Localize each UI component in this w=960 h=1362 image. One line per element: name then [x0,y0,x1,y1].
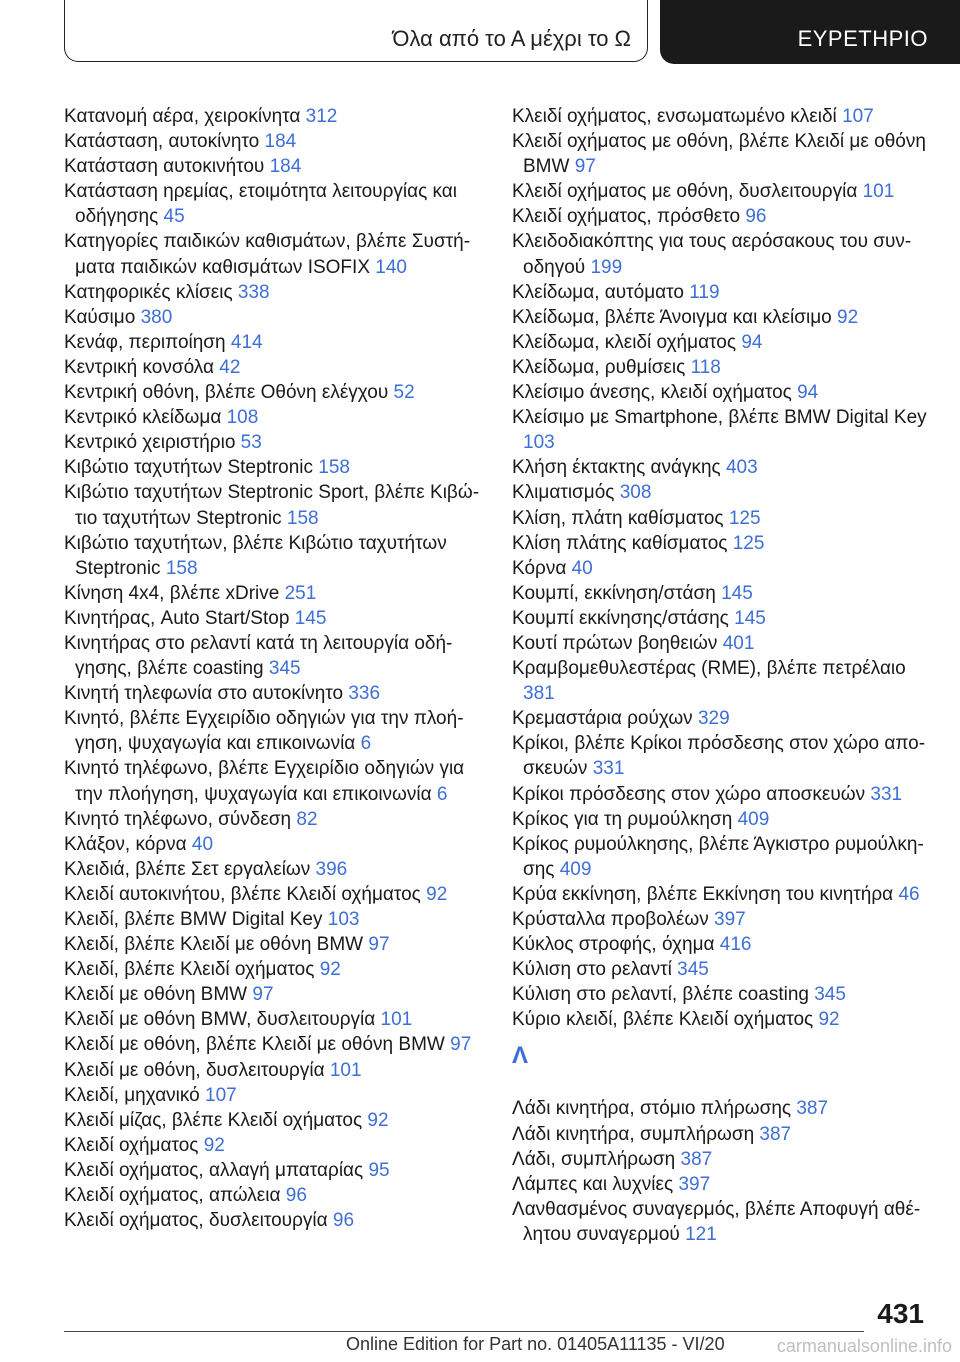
index-entry [64,606,494,631]
index-entry-text: Κινητό τηλέφωνο, βλέπε Εγχειρίδιο οδηγιών για την πλοήγηση, ψυχαγωγία και επικοινωνία [64,758,465,805]
index-column-left [64,104,494,1233]
footer-divider [64,1331,864,1332]
index-entry-text: Κλήση έκτακτης ανάγκης [512,457,721,479]
index-page-link[interactable]: 92 [818,1009,840,1031]
index-entry [512,832,942,882]
index-entry-text: Κλειδοδιακόπτης για τους αερόσακους του συνοδηγού [512,231,912,278]
index-entry-text: Κλειδί, βλέπε Κλειδί οχήματος [64,959,315,981]
index-entry [512,305,942,330]
index-entry [64,179,494,229]
index-entry-text: Κρύα εκκίνηση, βλέπε Εκκίνηση του κινητήρα [512,883,894,905]
index-page-link[interactable]: 145 [734,607,766,629]
index-entry-text: Κρίκος ρυμούλκησης, βλέπε Άγκιστρο ρυμούλκησης [512,833,924,880]
index-entry-text: Κλειδί οχήματος [64,1134,199,1156]
index-page-link[interactable]: 103 [327,909,360,930]
index-entry [64,480,494,530]
index-page-link[interactable]: 107 [842,106,874,127]
index-entry-text: Κεντρικό κλείδωμα [64,407,222,429]
index-page-link[interactable]: 345 [814,984,846,1006]
index-page-link[interactable]: 409 [559,858,592,880]
page-number: 431 [877,1298,924,1329]
index-page-link[interactable]: 53 [240,432,262,454]
index-entry-text: Κιβώτιο ταχυτήτων, βλέπε Κιβώτιο ταχυτήτων Steptronic [64,532,447,579]
index-entry [64,907,494,932]
index-entry [512,380,942,405]
index-entry [64,1208,494,1233]
index-page-link[interactable]: 97 [368,934,390,956]
index-entry-text: Κουτί πρώτων βοηθειών [512,632,718,654]
index-entry-text: Κινητό, βλέπε Εγχειρίδιο οδηγιών για την πλοήγηση, ψυχαγωγία και επικοινωνία [64,708,464,755]
index-page-link[interactable]: 329 [697,708,730,730]
index-page-link[interactable]: 336 [348,683,381,705]
index-page-link[interactable]: 145 [721,582,753,604]
index-entry-text: Κεντρική κονσόλα [64,356,214,378]
index-page-link[interactable]: 397 [678,1173,711,1195]
index-entry [512,882,942,907]
index-entry [512,1197,942,1247]
index-entry-text: Κατανομή αέρα, χειροκίνητα [64,106,301,127]
index-entry [512,179,942,204]
index-page-link[interactable]: 140 [375,256,407,278]
index-page-link[interactable]: 345 [268,658,301,680]
index-entry [512,1172,942,1197]
index-entry [512,204,942,229]
index-entry-text: Λανθασμένος συναγερμός, βλέπε Αποφυγή αθέλητου συναγερμού [512,1198,921,1245]
index-page-link[interactable]: 409 [737,808,770,830]
index-entry [64,1083,494,1108]
index-page-link[interactable]: 158 [286,507,319,529]
index-page-link[interactable]: 401 [722,632,755,654]
index-entry [64,882,494,907]
index-page-link[interactable]: 308 [619,482,652,504]
index-entry-text: Κύριο κλειδί, βλέπε Κλειδί οχήματος [512,1009,814,1031]
index-page-link[interactable]: 414 [230,331,263,353]
index-entry [64,129,494,154]
index-page-link[interactable]: 94 [741,331,763,353]
index-page-link[interactable]: 331 [592,758,625,780]
index-entry [64,380,494,405]
index-entry-text: Κατηφορικές κλίσεις [64,281,233,303]
index-entry-text: Λάδι κινητήρα, στόμιο πλήρωσης [512,1098,792,1120]
index-entry [512,1147,942,1172]
index-page-link[interactable]: 121 [685,1223,717,1245]
index-entry-text: Κλείδωμα, βλέπε Άνοιγμα και κλείσιμο [512,306,832,328]
index-entry [64,1007,494,1032]
index-entry-text: Κενάφ, περιποίηση [64,331,226,353]
index-entry [512,957,942,982]
index-entry-text: Κραμβομεθυλεστέρας (RME), βλέπε πετρέλαιο [512,658,906,680]
index-entry-text: Λάμπες και λυχνίες [512,1173,674,1195]
index-entry-text: Κρίκος για τη ρυμούλκηση [512,808,733,830]
index-page-link[interactable]: 108 [226,407,259,429]
index-page-link[interactable]: 52 [393,382,415,404]
index-page-link[interactable]: 397 [714,909,746,930]
index-entry [64,1133,494,1158]
index-entry [64,430,494,455]
index-page-link[interactable]: 92 [203,1134,225,1156]
index-page-link[interactable]: 6 [360,733,372,755]
index-entry-text: Κλειδί, μηχανικό [64,1084,200,1106]
index-entry-text: Λάδι κινητήρα, συμπλήρωση [512,1123,755,1145]
index-entry-text: Κύλιση στο ρελαντί [512,959,672,981]
index-entry-text: Κλειδί με οθόνη, δυσλειτουργία [64,1059,325,1081]
index-page-link[interactable]: 381 [523,683,555,705]
index-page-link[interactable]: 416 [719,934,752,956]
index-entry [64,355,494,380]
index-entry [512,581,942,606]
index-page-link[interactable]: 107 [205,1084,237,1106]
index-entry [64,857,494,882]
index-entry-text: Κρύσταλλα προβολέων [512,909,709,930]
index-page-link[interactable]: 6 [436,783,448,805]
index-entry-text: Κλείδωμα, κλειδί οχήματος [512,331,737,353]
header-tab-title [64,0,648,62]
index-page-link[interactable]: 97 [252,984,274,1006]
index-entry-text: Κιβώτιο ταχυτήτων Steptronic Sport, βλέπε Κιβώτιο ταχυτήτων Steptronic [64,482,480,529]
index-page-link[interactable]: 92 [319,959,341,981]
index-entry [512,229,942,279]
index-entry-text: Κλείδωμα, αυτόματο [512,281,684,303]
index-page-link[interactable]: 331 [870,783,903,805]
index-page-link[interactable]: 96 [285,1185,307,1207]
index-page-link[interactable]: 158 [318,457,350,479]
index-page-link[interactable]: 92 [837,306,859,328]
index-entry-text: Κλείδωμα, ρυθμίσεις [512,356,686,378]
index-entry [64,1108,494,1133]
index-page-link[interactable]: 345 [677,959,709,981]
index-page-link[interactable]: 145 [294,607,327,629]
header-title: Όλα από το Α μέχρι το Ω [392,26,631,51]
header-tab-section [660,0,960,64]
index-entry [512,807,942,832]
section-letter: Λ [512,1042,529,1070]
index-entry-text: Κλειδί οχήματος, αλλαγή μπαταρίας [64,1159,364,1181]
index-page-link[interactable]: 46 [898,883,920,905]
index-page-link[interactable]: 199 [590,256,623,278]
index-entry [64,1158,494,1183]
index-entry [64,154,494,179]
index-column-right [512,104,942,1247]
index-page-link[interactable]: 40 [571,557,593,579]
index-entry-text: Κιβώτιο ταχυτήτων Steptronic [64,457,314,479]
header-section-title: ΕΥΡΕΤΗΡΙΟ [797,26,928,51]
index-page-link[interactable]: 184 [264,131,297,153]
index-entry [512,405,942,455]
index-page-link[interactable]: 158 [165,557,198,579]
index-page-link[interactable]: 92 [426,883,448,905]
index-page-link[interactable]: 96 [332,1210,355,1232]
index-entry [512,556,942,581]
index-entry-text: Κλειδί με οθόνη, βλέπε Κλειδί με οθόνη BMW [64,1034,445,1056]
index-entry [64,305,494,330]
index-page-link[interactable]: 103 [523,432,555,454]
index-page-link[interactable]: 125 [732,532,765,554]
index-entry [64,104,494,129]
index-entry [64,229,494,279]
index-entry-text: Κατάσταση ηρεμίας, ετοιμότητα λειτουργίας και οδήγησης [64,181,457,228]
index-entry-text: Κλείσιμο άνεσης, κλειδί οχήματος [512,382,792,404]
index-entry-text: Κλίση πλάτης καθίσματος [512,532,728,554]
index-entry [512,480,942,505]
index-page-link[interactable]: 396 [315,858,348,880]
index-entry-text: Κλειδί με οθόνη BMW [64,984,248,1006]
footer-edition: Online Edition for Part no. 01405A11135 - VI/20 [346,1334,725,1354]
index-entry-text: Κλειδί οχήματος, απώλεια [64,1185,281,1207]
index-entry [512,129,942,179]
index-entry-text: Κινητή τηλεφωνία στο αυτοκίνητο [64,683,344,705]
index-entry [512,606,942,631]
index-entry [64,832,494,857]
index-entry [64,330,494,355]
index-page-link[interactable]: 403 [725,457,758,479]
index-entry-text: Κρίκοι πρόσδεσης στον χώρο αποσκευών [512,783,866,805]
index-entry [64,280,494,305]
index-entry-text: Κινητήρας, Auto Start/Stop [64,607,290,629]
watermark: carmanualsonline.info [776,1336,952,1356]
index-entry [512,982,942,1007]
index-page-link[interactable]: 118 [690,356,721,378]
index-page-link[interactable]: 92 [367,1109,389,1131]
index-entry-text: Κρίκοι, βλέπε Κρίκοι πρόσδεσης στον χώρο αποσκευών [512,733,926,780]
index-entry-text: Κεντρική οθόνη, βλέπε Οθόνη ελέγχου [64,382,389,404]
index-group-l [512,1096,942,1247]
index-entry [64,957,494,982]
index-entry-text: Κλειδί μίζας, βλέπε Κλειδί οχήματος [64,1109,363,1131]
index-entry [64,982,494,1007]
index-entry-text: Κλιματισμός [512,482,615,504]
index-page-link[interactable]: 40 [191,833,214,855]
index-entry [512,656,942,706]
index-entry [512,731,942,781]
index-entry-text: Κλειδί οχήματος με οθόνη, βλέπε Κλειδί με οθόνη BMW [512,131,926,178]
index-entry [64,1058,494,1083]
index-group-k [512,104,942,1032]
index-entry-text: Κλειδί οχήματος, ενσωματωμένο κλειδί [512,106,837,127]
index-entry [64,581,494,606]
index-entry [512,1122,942,1147]
index-page-link[interactable]: 95 [368,1159,390,1181]
index-entry-text: Κλάξον, κόρνα [64,833,187,855]
index-page-link[interactable]: 101 [380,1009,413,1031]
index-page-link[interactable]: 387 [680,1148,713,1170]
index-entry-text: Κλειδί με οθόνη BMW, δυσλειτουργία [64,1009,376,1031]
index-entry [512,531,942,556]
index-entry-text: Κεντρικό χειριστήριο [64,432,236,454]
index-entry [512,907,942,932]
page-header [64,0,960,64]
index-page-link[interactable]: 42 [219,356,241,378]
index-entry-text: Κλειδί, βλέπε BMW Digital Key [64,909,323,930]
index-entry [512,330,942,355]
index-entry [64,756,494,806]
index-entry-text: Κλίση, πλάτη καθίσματος [512,507,724,529]
index-page-link[interactable]: 184 [269,156,302,178]
index-page-link[interactable]: 380 [140,306,173,328]
index-entry [64,681,494,706]
index-page-link[interactable]: 251 [284,582,317,604]
index-entry [64,405,494,430]
index-entry-text: Κρεμαστάρια ρούχων [512,708,693,730]
index-page-link[interactable]: 312 [305,106,338,127]
index-page-link[interactable]: 82 [296,808,318,830]
index-entry [512,1007,942,1032]
index-entry-text: Κλειδί οχήματος, πρόσθετο [512,206,741,228]
index-page-link[interactable]: 97 [450,1034,472,1056]
index-entry-text: Καύσιμο [64,306,136,328]
index-entry [64,932,494,957]
index-entry-text: Κλείσιμο με Smartphone, βλέπε BMW Digital Key [512,407,927,429]
index-entry [64,531,494,581]
index-entry [512,506,942,531]
index-entry-text: Κουμπί εκκίνησης/στάσης [512,607,729,629]
index-entry-text: Κλειδί οχήματος, δυσλειτουργία [64,1210,328,1232]
index-entry-text: Κινητήρας στο ρελαντί κατά τη λειτουργία οδήγησης, βλέπε coasting [64,632,453,680]
index-entry [512,782,942,807]
index-page-link[interactable]: 94 [797,382,819,404]
index-entry [512,280,942,305]
index-entry-text: Κατάσταση αυτοκινήτου [64,156,265,178]
index-entry-text: Κύλιση στο ρελαντί, βλέπε coasting [512,984,809,1006]
index-entry [64,807,494,832]
index-page-link[interactable]: 387 [796,1098,829,1120]
index-entry [64,706,494,756]
index-page-link[interactable]: 338 [237,281,270,303]
index-entry [64,1183,494,1208]
index-entry [512,355,942,380]
index-entry [64,631,494,681]
index-page-link[interactable]: 97 [574,156,596,178]
index-page-link[interactable]: 101 [862,181,895,203]
index-entry-text: Κίνηση 4x4, βλέπε xDrive [64,582,280,604]
index-entry-text: Κλειδί, βλέπε Κλειδί με οθόνη BMW [64,934,364,956]
index-page-link[interactable]: 387 [759,1123,792,1145]
index-entry-text: Κλειδί οχήματος με οθόνη, δυσλειτουργία [512,181,858,203]
index-entry [512,706,942,731]
index-entry [512,1096,942,1121]
index-entry-text: Κουμπί, εκκίνηση/στάση [512,582,716,604]
index-entry [512,631,942,656]
index-entry-text: Κόρνα [512,557,567,579]
index-entry-text: Κινητό τηλέφωνο, σύνδεση [64,808,292,830]
index-entry [512,455,942,480]
index-page-link[interactable]: 96 [745,206,767,228]
index-entry-text: Κλειδί αυτοκινήτου, βλέπε Κλειδί οχήματος [64,883,421,905]
index-entry-text: Λάδι, συμπλήρωση [512,1148,676,1170]
index-entry [64,455,494,480]
index-entry-text: Κατηγορίες παιδικών καθισμάτων, βλέπε Συστήματα παιδικών καθισμάτων ISOFIX [64,231,471,278]
index-entry [512,104,942,129]
index-entry [64,1032,494,1057]
index-entry [512,932,942,957]
index-entry-text: Κατάσταση, αυτοκίνητο [64,131,260,153]
index-entry-text: Κλειδιά, βλέπε Σετ εργαλείων [64,858,311,880]
index-page-link[interactable]: 119 [689,281,720,303]
index-page-link[interactable]: 45 [163,206,185,228]
index-page-link[interactable]: 101 [329,1059,362,1081]
index-page-link[interactable]: 125 [728,507,761,529]
index-entry-text: Κύκλος στροφής, όχημα [512,934,715,956]
